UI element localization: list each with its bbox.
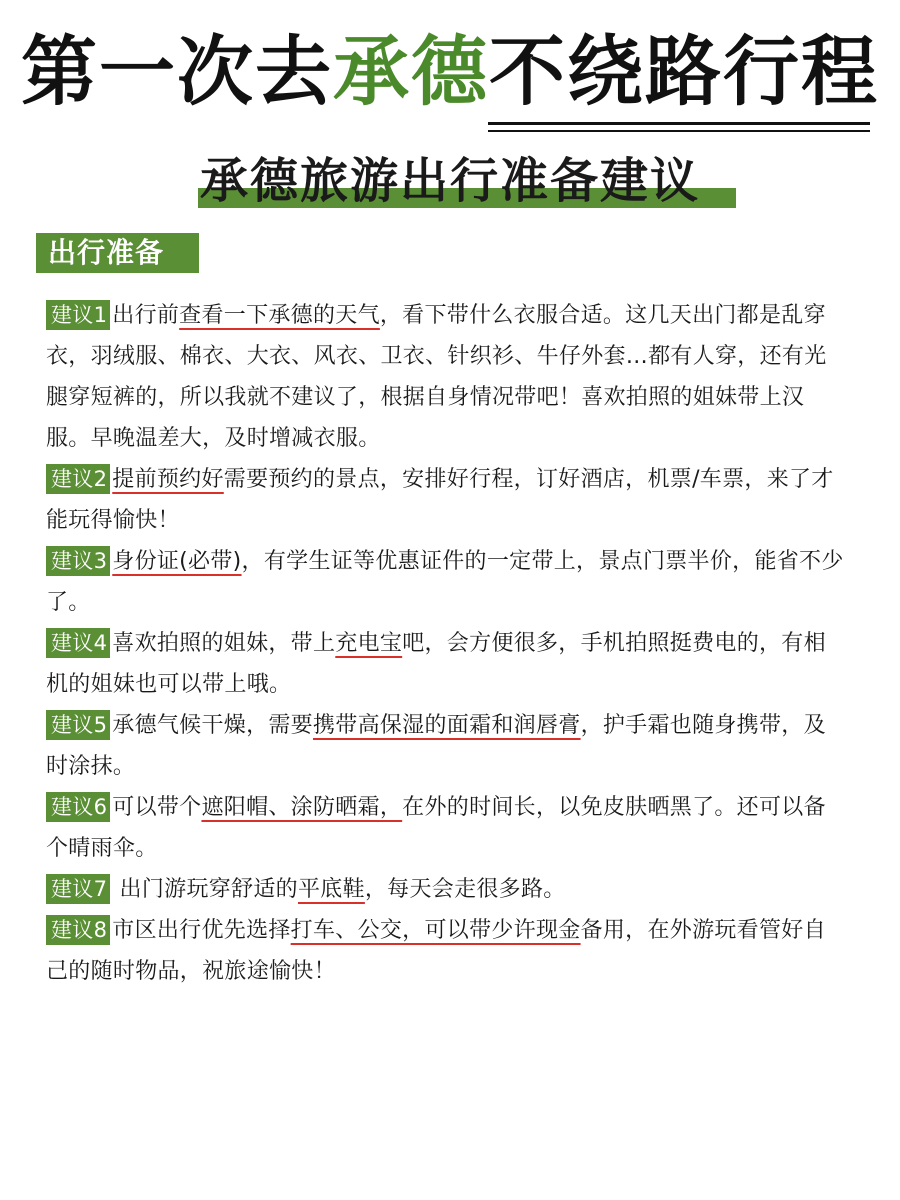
tip-highlight-text: 身份证(必带) (112, 549, 242, 574)
tip-item (46, 295, 846, 459)
tip-highlight-text: 携带高保湿的面霜和润唇膏 (312, 713, 581, 738)
subtitle-block (0, 150, 900, 220)
tip-item (46, 459, 846, 541)
tip-text: ，看下带什么衣服合适。这几天出门都是乱穿衣，羽绒服、棉衣、大衣、风衣、卫衣、针织衫、牛仔外套…都有人穿，还有光腿穿短裤的，所以我就不建议了，根据自身情况带吧！喜欢拍照的姐妹带上汉服。早晚温差大，及时增减衣服。 (46, 303, 827, 451)
tip-badge: 建议3 (46, 546, 110, 576)
title-rule-thin (488, 130, 870, 132)
tip-text: ，每天会走很多路。 (364, 877, 566, 902)
tip-text: 吧，会方便很多，手机拍照挺费电的，有相机的姐妹也可以带上哦。 (46, 631, 826, 697)
tip-item (46, 787, 846, 869)
tip-text: 需要预约的景点，安排好行程，订好酒店，机票/车票，来了才能玩得愉快！ (46, 467, 834, 533)
tip-badge: 建议6 (46, 792, 110, 822)
section-heading: 出行准备 (36, 233, 199, 273)
tip-text: 出门游玩穿舒适的 (112, 877, 298, 902)
title-highlight: 承德 (333, 27, 489, 116)
tip-highlight-text: 查看一下承德的天气 (179, 303, 380, 328)
tip-badge: 建议1 (46, 300, 110, 330)
tip-text: 喜欢拍照的姐妹，带上 (112, 631, 336, 656)
tips-list (46, 295, 846, 992)
title-part-2: 不绕路行程 (489, 27, 879, 116)
tip-text: 可以带个 (112, 795, 202, 820)
tip-text: 备用，在外游玩看管好自己的随时物品，祝旅途愉快！ (46, 918, 826, 984)
tip-badge: 建议8 (46, 915, 110, 945)
subtitle: 承德旅游出行准备建议 (199, 153, 700, 209)
tip-text: 市区出行优先选择 (112, 918, 291, 943)
tip-highlight-text: 充电宝 (335, 631, 403, 656)
tip-highlight-text: 提前预约好 (112, 467, 224, 492)
page-title (0, 22, 900, 122)
tip-text: 承德气候干燥，需要 (112, 713, 313, 738)
tip-badge: 建议5 (46, 710, 110, 740)
tip-item (46, 869, 846, 910)
tip-item (46, 705, 846, 787)
tip-text: 在外的时间长，以免皮肤晒黑了。还可以备个晴雨伞。 (46, 795, 826, 861)
tip-highlight-text: 平底鞋 (297, 877, 365, 902)
tip-item (46, 623, 846, 705)
tip-item (46, 541, 846, 623)
tip-text: ，有学生证等优惠证件的一定带上，景点门票半价，能省不少了。 (46, 549, 844, 615)
title-rule-thick (488, 122, 870, 125)
tip-badge: 建议2 (46, 464, 110, 494)
tip-highlight-text: 打车、公交，可以带少许现金 (290, 918, 581, 943)
tip-item (46, 910, 846, 992)
tip-badge: 建议7 (46, 874, 110, 904)
tip-highlight-text: 遮阳帽、涂防晒霜， (201, 795, 403, 820)
tip-text: ，护手霜也随身携带，及时涂抹。 (46, 713, 826, 779)
tip-text: 出行前 (112, 303, 180, 328)
title-part-1: 第一次去 (21, 27, 333, 116)
tip-badge: 建议4 (46, 628, 110, 658)
